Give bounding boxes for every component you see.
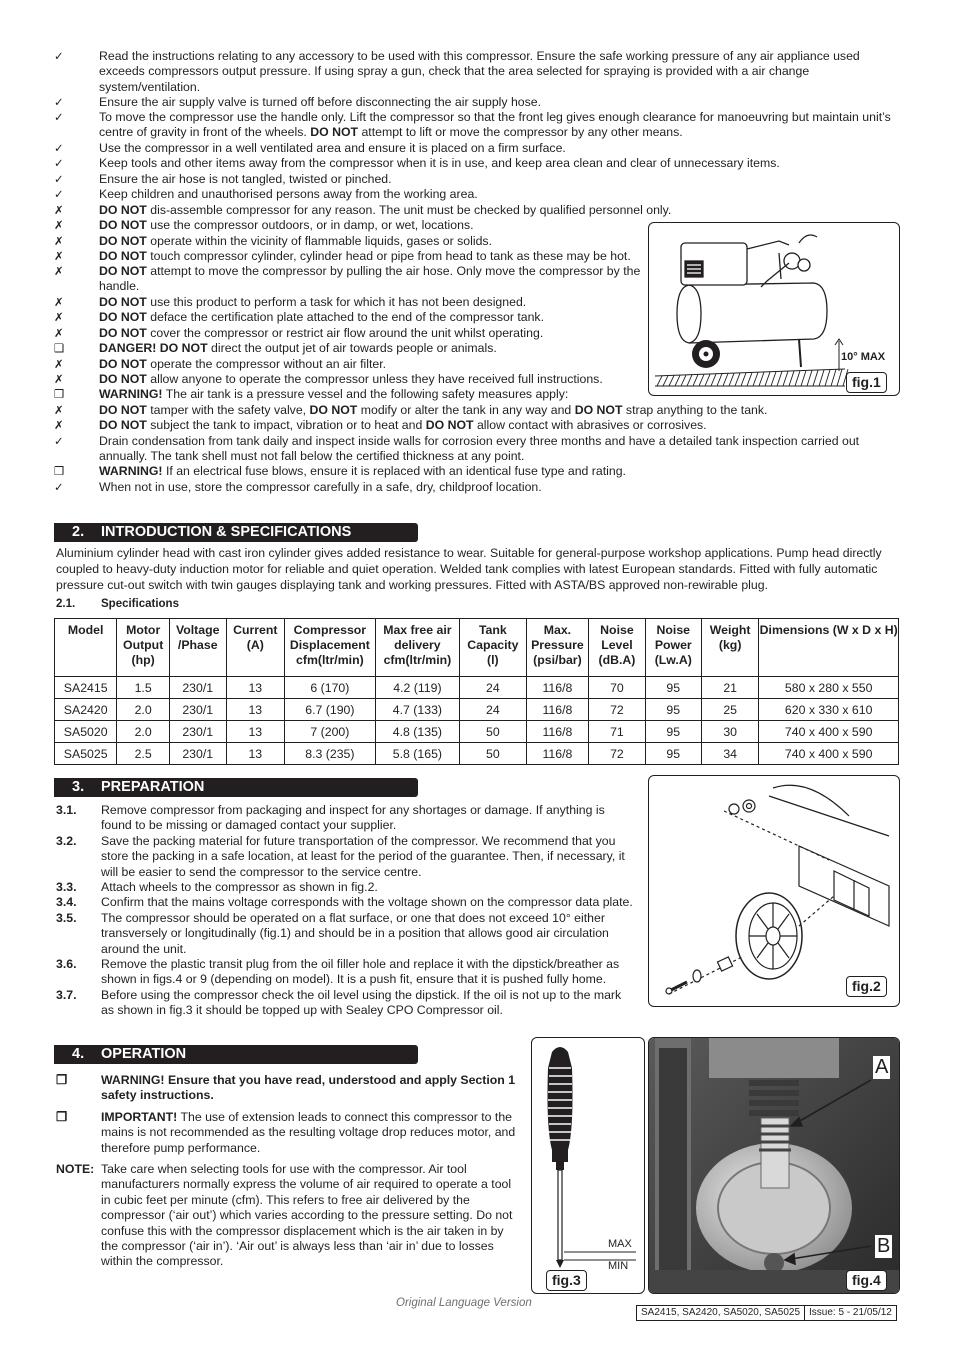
safety-item-text: DO NOT use this product to perform a task for which it has not been designed. [99,295,527,309]
item-text: Save the packing material for future transportation of the compressor. We recommend that you store the packing in a safe location, at least for the period of the guarantee. Then, if necessary, it will be easier to send the compressor to the service centre. [101,833,625,879]
item-text: Remove compressor from packaging and inspect for any shortages or damage. If anything is found to be missing or damaged contact your supplier. [101,803,605,833]
table-cell: 6 (170) [285,677,376,699]
safety-item-text: DO NOT use the compressor outdoors, or in damp, or wet, locations. [99,218,474,232]
safety-item-text: Drain condensation from tank daily and inspect inside walls for corrosion every three months and have a detailed tank inspection carried out annually. The tank shell must not fall below the certified thickness at any point. [99,434,860,464]
item-number: 3.4. [56,895,77,910]
column-header: Current (A) [226,619,285,677]
table-cell: 116/8 [526,743,589,765]
subsection-title: Specifications [101,598,179,610]
table-cell: 30 [701,721,758,743]
item-text: IMPORTANT! The use of extension leads to connect this compressor to the mains is not recommended as the resulting voltage drop reduces motor, and therefore pump performance. [101,1109,516,1155]
column-header: Compressor Displacement cfm(ltr/min) [285,619,376,677]
table-cell: 1.5 [117,677,170,699]
safety-item-text: DO NOT allow anyone to operate the compressor unless they have received full instructions. [99,372,603,386]
list-item [56,1162,518,1270]
item-text: Attach wheels to the compressor as shown in fig.2. [101,880,378,895]
footer-models: SA2415, SA2420, SA5020, SA5025 [637,1306,805,1320]
table-cell: 70 [589,677,645,699]
check-icon: ✓ [54,156,64,170]
section-3-header [54,778,418,797]
table-cell: 71 [589,721,645,743]
item-number: NOTE: [56,1162,95,1177]
safety-item-text: Keep tools and other items away from the compressor when it is in use, and keep area clean and clear of unnecessary items. [99,156,780,170]
intro-paragraph: Aluminium cylinder head with cast iron cylinder gives added resistance to wear. Suitable for general-purpose workshop applications. Pump head directly coupled to heavy-duty induction motor for reliable and quiet operation. Welded tank complies with latest European standards. Fitted with fully automatic pressure cut-out switch with twin gauges displaying tank and working pressures. Fitted with ASTA/BS approved non-rewirable plug. [56,546,882,592]
list-item [56,895,636,910]
list-item [56,1110,518,1156]
section-number: 3. [72,779,85,795]
box-icon: ❑ [54,341,65,355]
fig4-label: fig.4 [846,1270,887,1291]
table-cell: 230/1 [169,677,226,699]
table-cell: 95 [645,743,701,765]
fig3-label: fig.3 [546,1270,587,1291]
safety-item-text: To move the compressor use the handle only. Lift the compressor so that the front leg gives enough clearance for manoeuvring but maintain unit’s centre of gravity in front of the wheels. DO NOT attempt to lift or move the compressor by any other means. [99,110,891,140]
list-item [56,834,636,880]
specifications-table [54,618,899,765]
column-header: Noise Level (dB.A) [589,619,645,677]
box-icon: ❒ [54,387,65,401]
column-header: Model [55,619,117,677]
table-cell: 95 [645,699,701,721]
table-cell: 2.0 [117,699,170,721]
check-icon: ✓ [54,49,64,63]
item-number: ❒ [56,1073,68,1087]
table-cell: SA2415 [55,677,117,699]
table-cell: SA5025 [55,743,117,765]
table-cell: 2.0 [117,721,170,743]
table-cell: 4.7 (133) [375,699,459,721]
footer-issue: Issue: 5 - 21/05/12 [809,1307,892,1318]
table-cell: 24 [460,677,526,699]
item-number: 3.7. [56,987,77,1002]
table-cell: 7 (200) [285,721,376,743]
table-cell: 230/1 [169,721,226,743]
check-icon: ✓ [54,480,64,494]
fig1-label: fig.1 [846,372,887,393]
fig2-label: fig.2 [846,976,887,997]
wheel-assembly-illustration [649,776,899,1006]
pump-photo-illustration [649,1038,899,1293]
check-icon: ✓ [54,110,64,124]
table-cell: 13 [226,677,285,699]
cross-icon: ✗ [54,403,64,417]
list-item [56,911,636,957]
cross-icon: ✗ [54,249,64,263]
cross-icon: ✗ [54,203,64,217]
list-item [56,988,636,1019]
column-header: Voltage /Phase [169,619,226,677]
table-cell: 116/8 [526,699,589,721]
table-cell: 13 [226,743,285,765]
table-cell: 116/8 [526,721,589,743]
item-text: Take care when selecting tools for use with the compressor. Air tool manufacturers normally express the volume of air required to operate a tool in cubic feet per minute (cfm). This refers to free air delivered by the compressor (‘air out’) which varies according to the pressure setting. Do not confuse this with the compressor displacement which is the air taken in by the compressor (‘air in’). ‘Air out’ is always less than ‘air in’ due to losses within the compressor. [101,1162,513,1269]
safety-item-text: Read the instructions relating to any accessory to be used with this compressor. Ensure the safe working pressure of any air appliance used exceeds compressors output pressure. If using spray a gun, check that the area selected for spraying is provided with a air change system/ventilation. [99,49,860,94]
section-4-header [54,1045,418,1064]
item-number: 3.5. [56,910,77,925]
table-cell: 740 x 400 x 590 [759,721,899,743]
safety-item-text: DANGER! DO NOT direct the output jet of air towards people or animals. [99,341,497,355]
table-cell: 6.7 (190) [285,699,376,721]
footer-model-box [636,1305,897,1321]
check-icon: ✓ [54,141,64,155]
table-row [55,721,899,743]
safety-item-text: DO NOT operate the compressor without an air filter. [99,357,387,371]
subsection-number: 2.1. [56,598,76,610]
figure-2 [648,775,900,1007]
preparation-list [56,803,636,1019]
dipstick-illustration [532,1038,644,1293]
table-row [55,699,899,721]
cross-icon: ✗ [54,295,64,309]
item-number: 3.1. [56,803,77,817]
table-cell: 580 x 280 x 550 [759,677,899,699]
figure-4 [648,1037,900,1294]
table-cell: 4.2 (119) [375,677,459,699]
column-header: Max. Pressure (psi/bar) [526,619,589,677]
safety-item-text: DO NOT attempt to move the compressor by pulling the air hose. Only move the compressor by the handle. [99,264,641,294]
table-cell: 72 [589,743,645,765]
column-header: Tank Capacity (l) [460,619,526,677]
list-item [56,880,636,895]
list-item [56,957,636,988]
table-cell: 230/1 [169,699,226,721]
item-text: WARNING! Ensure that you have read, understood and apply Section 1 safety instructions. [101,1073,516,1103]
item-number: 3.3. [56,880,77,895]
safety-item-text: Use the compressor in a well ventilated area and ensure it is placed on a firm surface. [99,141,566,155]
callout-a: A [875,1056,889,1078]
safety-item-text: Ensure the air supply valve is turned off before disconnecting the air supply hose. [99,95,542,109]
table-cell: 24 [460,699,526,721]
column-header: Dimensions (W x D x H) [759,619,899,677]
safety-item-text: When not in use, store the compressor carefully in a safe, dry, childproof location. [99,480,542,494]
dipstick-max-label: MAX [608,1238,632,1250]
safety-item-text: DO NOT operate within the vicinity of flammable liquids, gases or solids. [99,234,492,248]
safety-item-text: Ensure the air hose is not tangled, twisted or pinched. [99,172,392,186]
dipstick-min-label: MIN [608,1260,629,1272]
cross-icon: ✗ [54,357,64,371]
safety-item-text: DO NOT subject the tank to impact, vibration or to heat and DO NOT allow contact with abrasives or corrosives. [99,418,707,432]
section-title: OPERATION [101,1046,187,1062]
column-header: Noise Power (Lw.A) [645,619,701,677]
item-number: 3.2. [56,833,77,848]
table-cell: 50 [460,743,526,765]
item-text: Confirm that the mains voltage corresponds with the voltage shown on the compressor data plate. [101,895,633,910]
table-cell: 72 [589,699,645,721]
table-cell: 21 [701,677,758,699]
figure-3 [531,1037,645,1294]
table-cell: 740 x 400 x 590 [759,743,899,765]
section-2-header [54,523,418,542]
table-cell: 95 [645,721,701,743]
table-cell: SA5020 [55,721,117,743]
cross-icon: ✗ [54,418,64,432]
list-item [56,803,636,834]
check-icon: ✓ [54,187,64,201]
section-number: 4. [72,1046,85,1062]
check-icon: ✓ [54,95,64,109]
safety-item-text: DO NOT cover the compressor or restrict air flow around the unit whilst operating. [99,326,544,340]
safety-item-text: DO NOT dis-assemble compressor for any reason. The unit must be checked by qualified personnel only. [99,203,672,217]
tilt-limit-label: 10° MAX [841,351,886,363]
item-number: ❒ [56,1109,68,1124]
check-icon: ✓ [54,172,64,186]
table-cell: 13 [226,721,285,743]
table-cell: 8.3 (235) [285,743,376,765]
box-icon: ❒ [54,464,65,478]
table-cell: 620 x 330 x 610 [759,699,899,721]
table-cell: 4.8 (135) [375,721,459,743]
table-cell: 34 [701,743,758,765]
safety-item-text: DO NOT deface the certification plate attached to the end of the compressor tank. [99,310,544,324]
item-text: Before using the compressor check the oil level using the dipstick. If the oil is not up to the mark as shown in fig.3 it should be topped up with Sealey CPO Compressor oil. [101,987,622,1018]
figure-1 [648,222,900,396]
table-cell: 95 [645,677,701,699]
safety-item-text: DO NOT touch compressor cylinder, cylinder head or pipe from head to tank as these may be hot. [99,249,631,263]
cross-icon: ✗ [54,264,64,278]
check-icon: ✓ [54,434,64,448]
table-row [55,743,899,765]
cross-icon: ✗ [54,326,64,340]
table-cell: 13 [226,699,285,721]
safety-item-text: Keep children and unauthorised persons away from the working area. [99,187,478,201]
cross-icon: ✗ [54,372,64,386]
cross-icon: ✗ [54,310,64,324]
table-cell: 230/1 [169,743,226,765]
table-cell: 25 [701,699,758,721]
safety-item-text: DO NOT tamper with the safety valve, DO NOT modify or alter the tank in any way and DO NOT strap anything to the tank. [99,403,768,417]
table-header-row [55,619,899,677]
table-cell: 116/8 [526,677,589,699]
table-cell: 2.5 [117,743,170,765]
table-cell: SA2420 [55,699,117,721]
section-number: 2. [72,524,85,540]
table-cell: 5.8 (165) [375,743,459,765]
item-number: 3.6. [56,957,77,972]
callout-b: B [877,1235,891,1257]
section-title: INTRODUCTION & SPECIFICATIONS [101,524,352,540]
operation-list [56,1073,518,1270]
item-text: The compressor should be operated on a flat surface, or one that does not exceed 10° either transversely or longitudinally (fig.1) and should be in a position that allows good air circulation around the unit. [101,910,609,956]
table-cell: 50 [460,721,526,743]
column-header: Max free air delivery cfm(ltr/min) [375,619,459,677]
item-text: Remove the plastic transit plug from the oil filler hole and replace it with the dipstick/breather as shown in figs.4 or 9 (depending on model). It is a push fit, ensure that it is pushed fully home. [101,957,620,987]
column-header: Motor Output (hp) [117,619,170,677]
list-item [56,1073,518,1104]
safety-item-text: WARNING! If an electrical fuse blows, ensure it is replaced with an identical fuse type and rating. [99,464,626,478]
original-language-note: Original Language Version [396,1297,532,1309]
safety-item-text: WARNING! The air tank is a pressure vessel and the following safety measures apply: [99,387,569,401]
cross-icon: ✗ [54,234,64,248]
cross-icon: ✗ [54,218,64,232]
section-title: PREPARATION [101,779,205,795]
column-header: Weight (kg) [701,619,758,677]
table-row [55,677,899,699]
compressor-tilt-illustration [649,223,899,395]
